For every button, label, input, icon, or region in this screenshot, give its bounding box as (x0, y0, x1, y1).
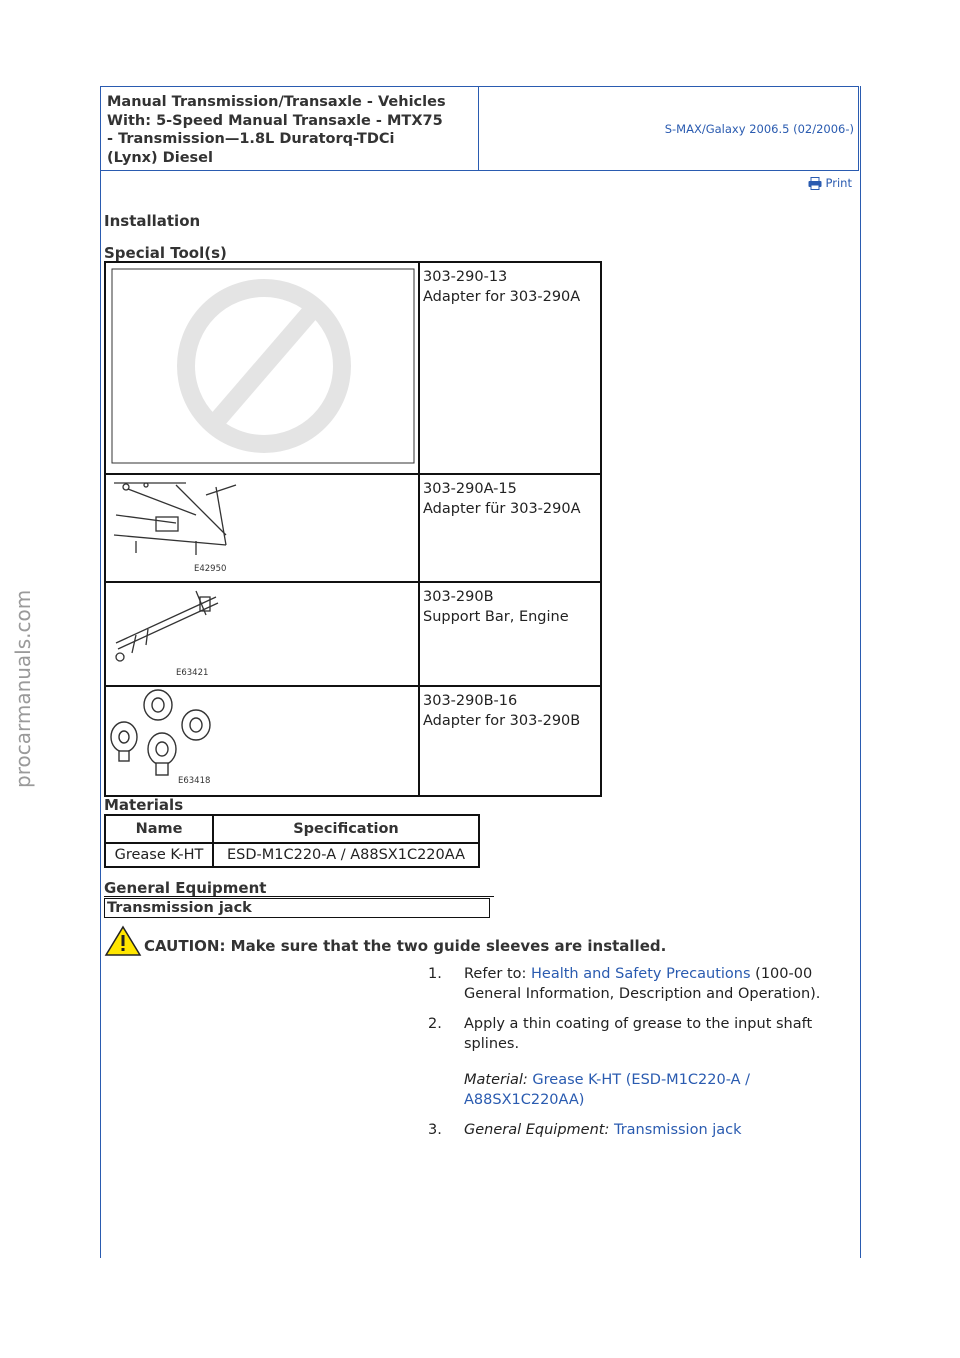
step-text: Refer to: (464, 966, 531, 982)
column-header-name: Name (105, 815, 213, 843)
step-material (464, 1070, 848, 1110)
step-number: 2. (428, 1016, 442, 1032)
material-label: Material: (464, 1072, 528, 1088)
column-header-specification: Specification (213, 815, 479, 843)
materials-table (104, 814, 480, 868)
tool-image-cell (105, 582, 419, 686)
printer-icon (808, 177, 822, 190)
tool-image-label: E42950 (194, 564, 227, 574)
tool-number: 303-290-13 (423, 269, 508, 285)
tool-number: 303-290B-16 (423, 693, 518, 709)
transmission-jack-link[interactable]: Transmission jack (613, 1122, 742, 1138)
health-safety-link[interactable]: Health and Safety Precautions (531, 966, 751, 982)
special-tools-table (104, 261, 602, 797)
step-body (464, 964, 848, 1004)
grease-link[interactable]: Grease K-HT (ESD-M1C220-A / A88SX1C220AA) (464, 1072, 751, 1108)
step-body (464, 1014, 848, 1110)
tool-image-cell (105, 474, 419, 582)
equipment-label: General Equipment: (464, 1122, 610, 1138)
tool-number: 303-290B (423, 589, 494, 605)
tool-description: Support Bar, Engine (423, 609, 569, 625)
installation-heading: Installation (104, 212, 201, 230)
tool-row (105, 262, 601, 474)
print-label: Print (825, 176, 852, 190)
tool-image-label: E63421 (176, 668, 209, 678)
tool-row (105, 686, 601, 796)
tool-row (105, 474, 601, 582)
tool-description: Adapter für 303-290A (423, 501, 581, 517)
tool-text-cell (419, 262, 601, 474)
table-row (105, 843, 479, 867)
title-line-4: (Lynx) Diesel (107, 149, 213, 166)
title-line-2: With: 5-Speed Manual Transaxle - MTX75 (107, 112, 443, 129)
title-line-1: Manual Transmission/Transaxle - Vehicles (107, 94, 446, 110)
procedure-steps (428, 964, 848, 1150)
tool-description: Adapter for 303-290A (423, 289, 581, 305)
step-text: Apply a thin coating of grease to the input shaft splines. (464, 1016, 813, 1052)
tool-image-cell (105, 262, 419, 474)
tool-text-cell (419, 474, 601, 582)
watermark-text: procarmanuals.com (11, 589, 35, 788)
header-title (101, 87, 479, 170)
step-body (464, 1120, 742, 1140)
caution-text: CAUTION: Make sure that the two guide sleeves are installed. (144, 937, 667, 955)
list-item (428, 1120, 848, 1140)
title-line-3: - Transmission—1.8L Duratorq-TDCi (107, 131, 395, 147)
engine-support-bar-drawing (106, 583, 418, 681)
materials-heading: Materials (104, 796, 184, 814)
tool-image-cell (105, 686, 419, 796)
model-label: S-MAX/Galaxy 2006.5 (02/2006-) (664, 121, 854, 136)
list-item (428, 1014, 848, 1110)
general-equipment-item: Transmission jack (104, 898, 490, 918)
tool-row (105, 582, 601, 686)
watermark (8, 560, 38, 790)
tool-number: 303-290A-15 (423, 481, 517, 497)
list-item (428, 964, 848, 1004)
general-equipment-heading: General Equipment (104, 879, 267, 897)
adapter-kit-drawing (106, 475, 418, 577)
material-name: Grease K-HT (105, 843, 213, 867)
caution-notice (104, 925, 666, 957)
step-number: 1. (428, 966, 442, 982)
special-tools-heading: Special Tool(s) (104, 244, 227, 262)
warning-triangle-icon (104, 925, 142, 957)
tool-image-label: E63418 (178, 776, 211, 786)
tool-description: Adapter for 303-290B (423, 713, 581, 729)
print-button[interactable] (808, 176, 852, 190)
step-number: 3. (428, 1122, 442, 1138)
tool-text-cell (419, 582, 601, 686)
step-text-suffix: (100-00 General Information, Description and Operation). (464, 966, 821, 1002)
document-header (100, 86, 859, 171)
lifting-eye-adapters-drawing (106, 687, 418, 791)
material-specification: ESD-M1C220-A / A88SX1C220AA (213, 843, 479, 867)
tool-text-cell (419, 686, 601, 796)
table-header-row (105, 815, 479, 843)
no-image-placeholder-icon (106, 263, 418, 469)
divider (104, 896, 494, 897)
